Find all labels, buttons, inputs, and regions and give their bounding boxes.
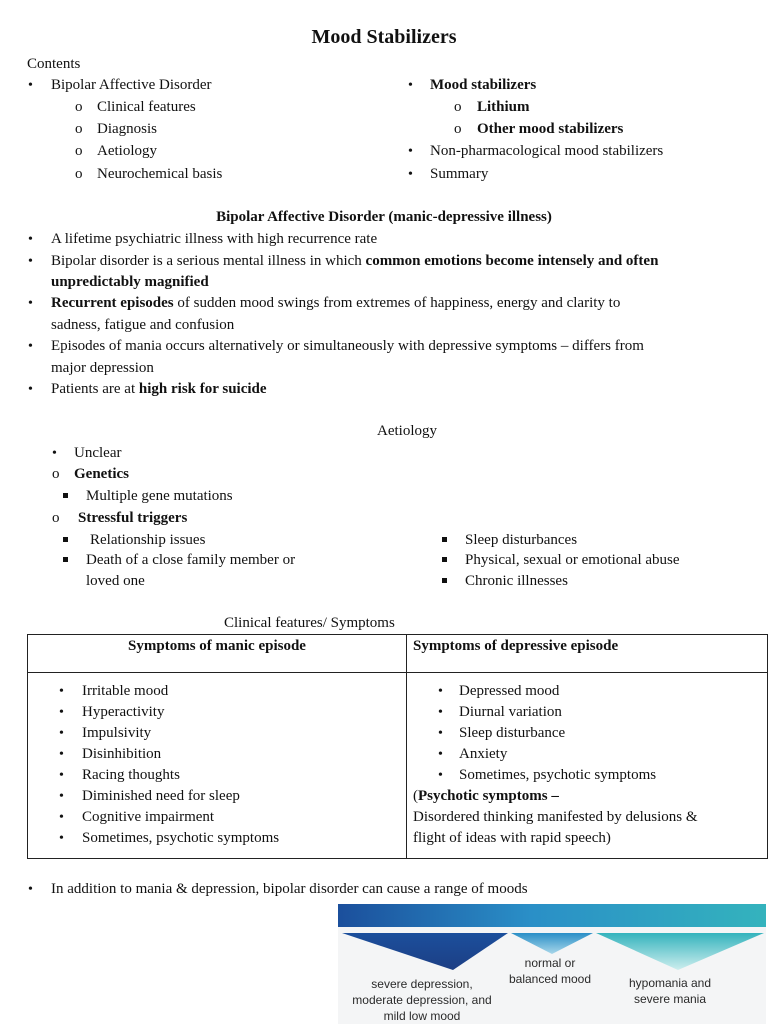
spectrum-label-middle: balanced mood [508,972,592,986]
bullet-icon: • [59,831,64,846]
bullet-icon: • [59,789,64,804]
clinical-heading: Clinical features/ Symptoms [224,615,395,631]
emphasis-text: Psychotic symptoms [418,788,548,804]
contents-subitem: Clinical features [97,99,196,115]
aetiology-item: Genetics [74,466,129,482]
emphasis-text: Recurrent episodes [51,295,174,311]
bipolar-point: Episodes of mania occurs alternatively or simultaneously with depressive symptoms – differs from [51,338,644,354]
square-bullet-icon [63,537,68,542]
list-item: Anxiety [459,746,508,762]
text-span: Bipolar disorder is a serious mental illness in which [51,253,366,269]
list-item: Sometimes, psychotic symptoms [459,767,657,783]
header-cell [28,635,407,673]
bipolar-heading: Bipolar Affective Disorder (manic-depressive illness) [216,209,552,225]
square-bullet-icon [63,493,68,498]
contents-subitem: Neurochemical basis [97,166,223,182]
contents-subitem: Aetiology [97,143,157,159]
bullet-icon: • [408,144,413,159]
bipolar-point: A lifetime psychiatric illness with high recurrence rate [51,231,378,247]
bullet-icon: • [28,232,33,247]
spectrum-label-left: moderate depression, and [352,993,492,1007]
bullet-icon: • [28,339,33,354]
text-span: ( [413,788,418,804]
spectrum-label-right: severe mania [633,992,707,1006]
circle-bullet-icon: o [454,99,462,115]
square-bullet-icon [442,578,447,583]
trigger-item-cont: loved one [86,573,145,589]
list-item: Diurnal variation [459,704,562,720]
list-item: Sometimes, psychotic symptoms [82,830,280,846]
spectrum-label-right: hypomania and [628,976,712,990]
bipolar-point-cont: sadness, fatigue and confusion [51,317,235,333]
manic-list [28,673,406,858]
emphasis-text: common emotions become intensely and often [365,253,659,269]
moods-bullet: In addition to mania & depression, bipolar disorder can cause a range of moods [51,881,528,897]
bullet-icon: • [28,254,33,269]
circle-bullet-icon: o [75,166,83,182]
symptoms-table [27,634,768,859]
spectrum-bar [338,904,766,927]
depressive-cell [407,673,768,859]
list-item: Depressed mood [459,683,560,699]
manic-cell [28,673,407,859]
page-title: Mood Stabilizers [311,26,457,48]
list-item: Diminished need for sleep [82,788,240,804]
list-item: Irritable mood [82,683,169,699]
contents-subitem: Lithium [477,99,530,115]
table-header-row [28,635,768,673]
contents-item: Summary [430,166,489,182]
contents-subitem: Diagnosis [97,121,157,137]
trigger-item: Physical, sexual or emotional abuse [465,552,680,568]
circle-bullet-icon: o [75,121,83,137]
square-bullet-icon [442,557,447,562]
bullet-icon: • [28,296,33,311]
bipolar-point [51,379,267,400]
bullet-icon: • [52,446,57,461]
list-item: Racing thoughts [82,767,180,783]
bullet-icon: • [438,768,443,783]
trigger-item: Sleep disturbances [465,532,578,548]
mood-spectrum-figure [338,904,766,1024]
contents-item: Bipolar Affective Disorder [51,77,212,93]
square-bullet-icon [442,537,447,542]
aetiology-subitem: Multiple gene mutations [86,488,233,504]
bullet-icon: • [59,684,64,699]
spectrum-label-left: mild low mood [383,1009,461,1023]
aetiology-item: Unclear [74,445,122,461]
bullet-icon: • [59,747,64,762]
contents-item: Mood stabilizers [430,77,537,93]
psychotic-note [413,786,559,807]
circle-bullet-icon: o [52,510,60,526]
circle-bullet-icon: o [75,99,83,115]
bullet-icon: • [59,810,64,825]
bullet-icon: • [408,78,413,93]
spectrum-label-left: severe depression, [371,977,473,991]
circle-bullet-icon: o [75,143,83,159]
spectrum-label-middle: normal or [524,956,576,970]
manic-header: Symptoms of manic episode [128,638,306,654]
emphasis-text: unpredictably magnified [51,274,209,290]
contents-subitem: Other mood stabilizers [477,121,624,137]
bipolar-point [51,251,658,272]
bullet-icon: • [28,382,33,397]
trigger-item: Death of a close family member or [86,552,296,568]
psychotic-note-line: flight of ideas with rapid speech) [413,830,611,846]
text-span: of sudden mood swings from extremes of happiness, energy and clarity to [173,295,621,311]
list-item: Disinhibition [82,746,162,762]
header-cell [407,635,768,673]
bullet-icon: • [59,726,64,741]
circle-bullet-icon: o [454,121,462,137]
list-item: Sleep disturbance [459,725,566,741]
trigger-item: Chronic illnesses [465,573,568,589]
list-item: Cognitive impairment [82,809,215,825]
depressive-list [407,673,767,858]
bipolar-point [51,293,620,314]
bullet-icon: • [438,747,443,762]
bipolar-point-cont: major depression [51,360,154,376]
trigger-item: Relationship issues [90,532,206,548]
emphasis-text: high risk for suicide [138,381,267,397]
contents-heading: Contents [27,56,81,72]
aetiology-heading: Aetiology [377,423,437,439]
bullet-icon: • [438,726,443,741]
bullet-icon: • [408,167,413,182]
circle-bullet-icon: o [52,466,60,482]
bullet-icon: • [28,882,33,897]
bullet-icon: • [438,705,443,720]
text-span: Patients are at [51,381,139,397]
bullet-icon: • [28,78,33,93]
list-item: Impulsivity [82,725,152,741]
aetiology-item: Stressful triggers [78,510,188,526]
depressive-header: Symptoms of depressive episode [413,638,619,654]
bullet-icon: • [59,768,64,783]
psychotic-note-line: Disordered thinking manifested by delusions & [413,809,698,825]
list-item: Hyperactivity [82,704,165,720]
contents-item: Non-pharmacological mood stabilizers [430,143,664,159]
bullet-icon: • [438,684,443,699]
text-span: – [547,788,559,804]
table-row [28,673,768,859]
square-bullet-icon [63,557,68,562]
bullet-icon: • [59,705,64,720]
